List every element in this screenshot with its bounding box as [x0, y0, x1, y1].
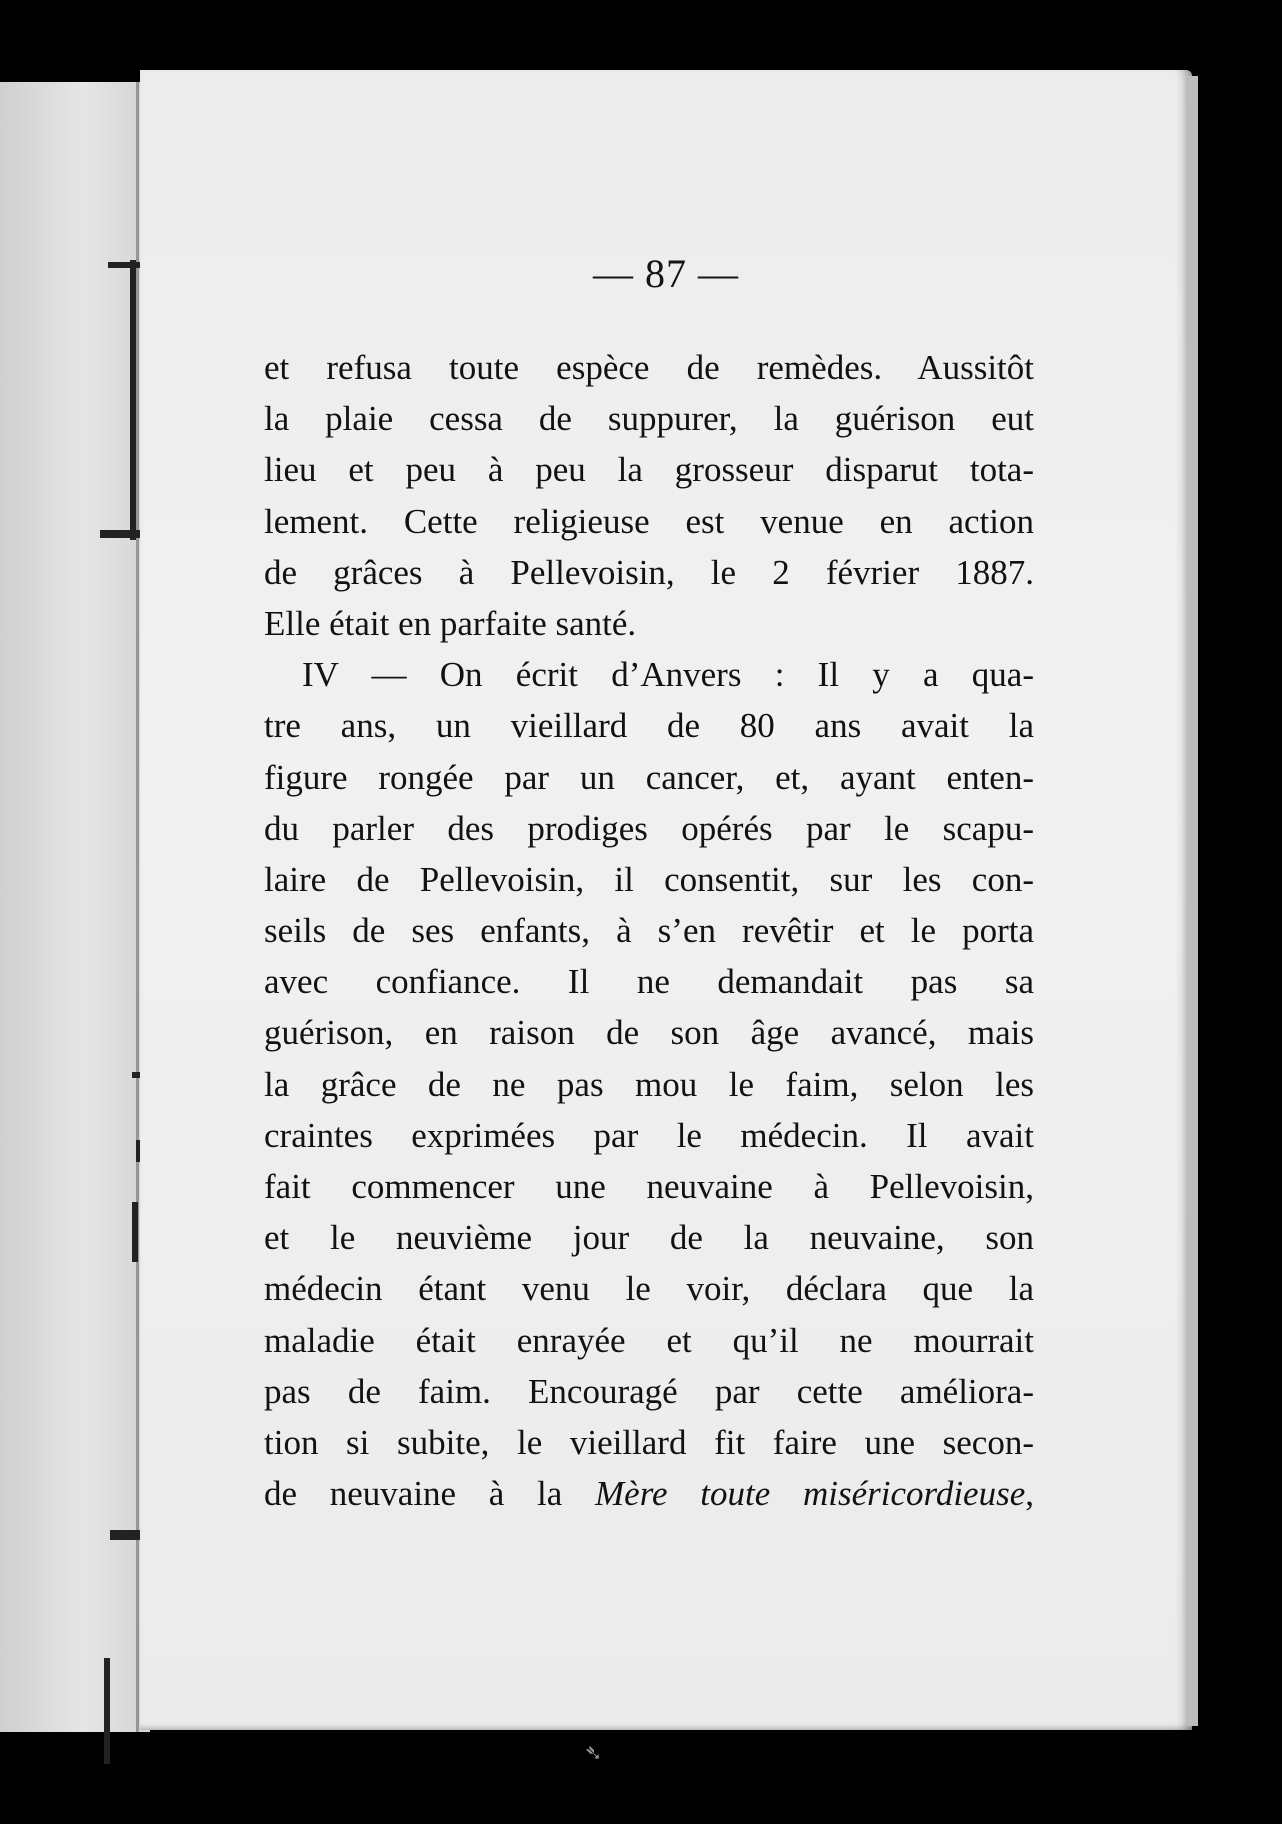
- text-line: [264, 444, 1034, 495]
- text-line: [264, 803, 1034, 854]
- text-line-content: guérison, en raison de son âge avancé, mais: [264, 1013, 1034, 1053]
- page-number: — 87 —: [593, 251, 739, 296]
- text-line-content: médecin étant venu le voir, déclara que la: [264, 1269, 1034, 1309]
- previous-page-sliver: [0, 82, 150, 1732]
- text-line: [264, 1366, 1034, 1417]
- text-line-content: de grâces à Pellevoisin, le 2 février 1887.: [264, 552, 1034, 592]
- text-line: [264, 1315, 1034, 1366]
- text-line-content: seils de ses enfants, à s’en revêtir et le porta: [264, 911, 1034, 951]
- text-line: [264, 752, 1034, 803]
- text-line: [264, 1059, 1034, 1110]
- text-line: [264, 700, 1034, 751]
- scan-artifact: ➴: [584, 1740, 603, 1765]
- binding-mark: [130, 260, 136, 540]
- text-line-content: avec confiance. Il ne demandait pas sa: [264, 962, 1034, 1002]
- text-line-content: de neuvaine à la: [264, 1474, 596, 1514]
- text-line: [264, 1212, 1034, 1263]
- punctuation: ,: [1025, 1474, 1034, 1514]
- text-line: [264, 905, 1034, 956]
- text-line-content: craintes exprimées par le médecin. Il avait: [264, 1115, 1034, 1155]
- binding-mark: [104, 1658, 110, 1764]
- text-line: [264, 1161, 1034, 1212]
- text-line-content: pas de faim. Encouragé par cette améliora-: [264, 1371, 1034, 1411]
- text-line: [264, 598, 1034, 649]
- text-line: [264, 1110, 1034, 1161]
- page-edge: [1188, 76, 1198, 1726]
- text-line: [264, 1468, 1034, 1519]
- text-line-content: tre ans, un vieillard de 80 ans avait la: [264, 706, 1034, 746]
- text-line: [264, 956, 1034, 1007]
- body-text: [264, 342, 1034, 1519]
- text-line: [264, 1263, 1034, 1314]
- text-line-content: tion si subite, le vieillard fit faire une secon-: [264, 1422, 1034, 1462]
- text-line: [264, 649, 1034, 700]
- text-line-content: laire de Pellevoisin, il consentit, sur les con-: [264, 859, 1034, 899]
- italic-phrase: Mère toute miséricordieuse: [595, 1474, 1026, 1514]
- text-line: [264, 342, 1034, 393]
- text-line: [264, 496, 1034, 547]
- text-line: [264, 547, 1034, 598]
- text-line-content: et le neuvième jour de la neuvaine, son: [264, 1218, 1034, 1258]
- text-line-content: lieu et peu à peu la grosseur disparut tota-: [264, 450, 1034, 490]
- text-line: [264, 1417, 1034, 1468]
- text-line-content: maladie était enrayée et qu’il ne mourrait: [264, 1320, 1034, 1360]
- text-line-content: lement. Cette religieuse est venue en action: [264, 501, 1034, 541]
- book-page: [140, 70, 1192, 1730]
- text-line: [264, 1007, 1034, 1058]
- text-line-content: figure rongée par un cancer, et, ayant enten-: [264, 757, 1034, 797]
- text-line-content: IV — On écrit d’Anvers : Il y a qua-: [302, 655, 1034, 695]
- text-line-content: et refusa toute espèce de remèdes. Aussitôt: [264, 348, 1034, 387]
- text-line: [264, 854, 1034, 905]
- text-line-content: la plaie cessa de suppurer, la guérison eut: [264, 399, 1034, 439]
- text-line-content: fait commencer une neuvaine à Pellevoisin,: [264, 1167, 1034, 1206]
- page-fold-line: [136, 82, 139, 1732]
- text-line-content: Elle était en parfaite santé.: [264, 603, 637, 643]
- text-line-content: du parler des prodiges opérés par le scapu-: [264, 808, 1034, 848]
- text-line-content: la grâce de ne pas mou le faim, selon les: [264, 1064, 1034, 1104]
- binding-mark: [132, 1202, 138, 1262]
- text-line: [264, 393, 1034, 444]
